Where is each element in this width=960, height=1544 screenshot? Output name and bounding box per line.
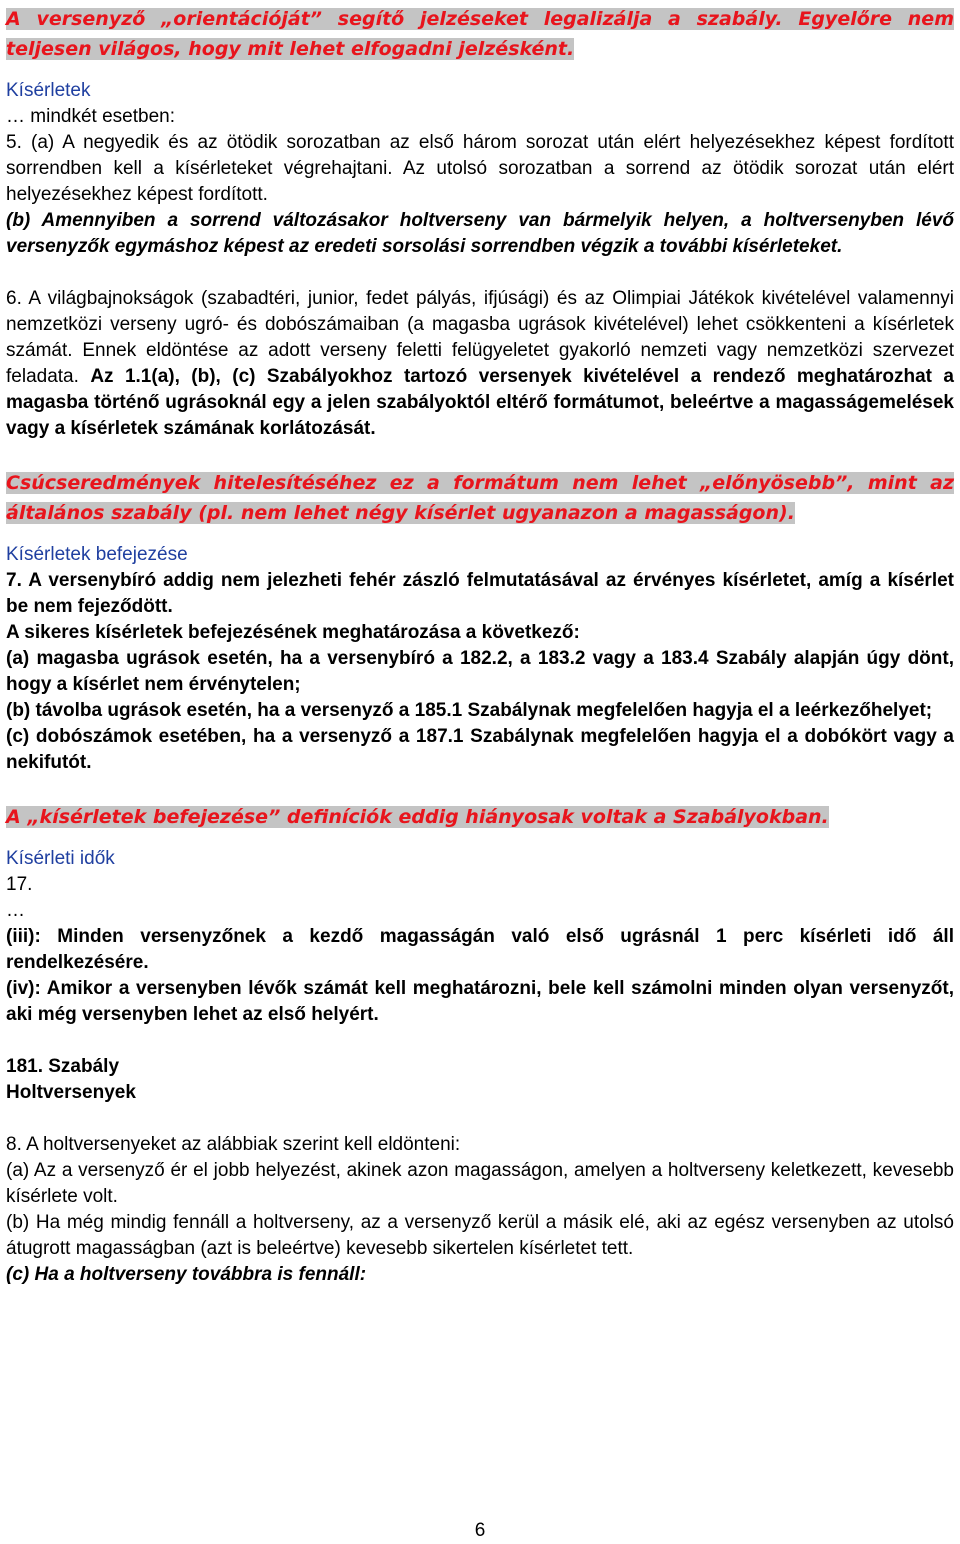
note-3-text: A „kísérletek befejezése” definíciók eddig hiányosak voltak a Szabályokban. [6,806,829,828]
section-heading-idok: Kísérleti idők [6,848,115,869]
rule-7-intro: A sikeres kísérletek befejezésének meghatározása a következő: [6,622,580,643]
rule-181-subtitle: Holtversenyek [6,1082,136,1103]
ellipsis-both-cases: … mindkét esetben: [6,106,175,127]
section-heading-kiserletek: Kísérletek [6,80,91,101]
rule-7c: (c) dobószámok esetében, ha a versenyző a 187.1 Szabálynak megfelelően hagyja el a dobókört vagy a nekifutót. [6,726,954,773]
rule-181-title: 181. Szabály [6,1056,120,1077]
ellipsis-line: … [6,900,25,921]
note-2-text: Csúcseredmények hitelesítéséhez ez a formátum nem lehet „előnyösebb”, mint az általános szabály (pl. nem lehet négy kísérlet ugyanazon a magasságon). [6,472,954,524]
rule-8: 8. A holtversenyeket az alábbiak szerint kell eldönteni: [6,1134,461,1155]
rule-17-number: 17. [6,874,33,895]
rule-17-iv: (iv): Amikor a versenyben lévők számát kell meghatározni, bele kell számolni minden olyan versenyzőt, aki még versenyben lehet az első helyért. [6,978,954,1025]
page-number: 6 [474,1520,486,1541]
editor-note-3 [6,802,954,832]
section-heading-befejezes: Kísérletek befejezése [6,544,188,565]
rule-5b: (b) Amennyiben a sorrend változásakor holtverseny van bármelyik helyen, a holtversenyben lévő versenyzők egymáshoz képest az eredeti sorsolási sorrendben végzik a további kísérleteket. [6,210,954,257]
editor-note-1 [6,4,954,64]
rule-6 [6,286,954,442]
rule-6-text: 6. A világbajnokságok (szabadtéri, junior, fedet pályás, ifjúsági) és az Olimpiai Játékok kivételével valamennyi nemzetközi verseny ugró- és dobószámaiban (a magasba ugrások kivételével) lehet csökkenteni a kísérletek számát. Ennek eldöntése az adott verseny feletti felügyeletet gyakorló nemzeti vagy nemzetközi szervezet feladata. [6,288,954,387]
rule-7: 7. A versenybíró addig nem jelezheti fehér zászló felmutatásával az érvényes kísérletet, amíg a kísérlet be nem fejeződött. [6,570,954,617]
document-body [6,4,954,1288]
note-1-text: A versenyző „orientációját” segítő jelzéseket legalizálja a szabály. Egyelőre nem teljesen világos, hogy mit lehet elfogadni jelzésként. [6,8,954,60]
rule-8c: (c) Ha a holtverseny továbbra is fennáll: [6,1264,367,1285]
rule-5a: 5. (a) A negyedik és az ötödik sorozatban az első három sorozat után elért helyezésekhez képest fordított sorrendben kell a kísérleteket végrehajtani. Az utolsó sorozatban a sorrend az ötödik sorozat után elért helyezésekhez képest fordított. [6,132,954,205]
rule-8a: (a) Az a versenyző ér el jobb helyezést, akinek azon magasságon, amelyen a holtverseny keletkezett, kevesebb kísérlete volt. [6,1160,954,1207]
rule-6-bold: Az 1.1(a), (b), (c) Szabályokhoz tartozó versenyek kivételével a rendező meghatározhat a magasba történő ugrásoknál egy a jelen szabályoktól eltérő formátumot, beleértve a magasságemelések vagy a kísérletek számának korlátozását. [6,366,954,439]
rule-17-iii: (iii): Minden versenyzőnek a kezdő magasságán való első ugrásnál 1 perc kísérleti idő áll rendelkezésére. [6,926,954,973]
rule-8b: (b) Ha még mindig fennáll a holtverseny, az a versenyző kerül a másik elé, aki az egész versenyben az utolsó átugrott magasságban (azt is beleértve) kevesebb sikertelen kísérletet tett. [6,1212,954,1259]
rule-7b: (b) távolba ugrások esetén, ha a versenyző a 185.1 Szabálynak megfelelően hagyja el a leérkezőhelyet; [6,700,933,721]
editor-note-2 [6,468,954,528]
rule-7a: (a) magasba ugrások esetén, ha a versenybíró a 182.2, a 183.2 vagy a 183.4 Szabály alapján úgy dönt, hogy a kísérlet nem érvénytelen; [6,648,954,695]
